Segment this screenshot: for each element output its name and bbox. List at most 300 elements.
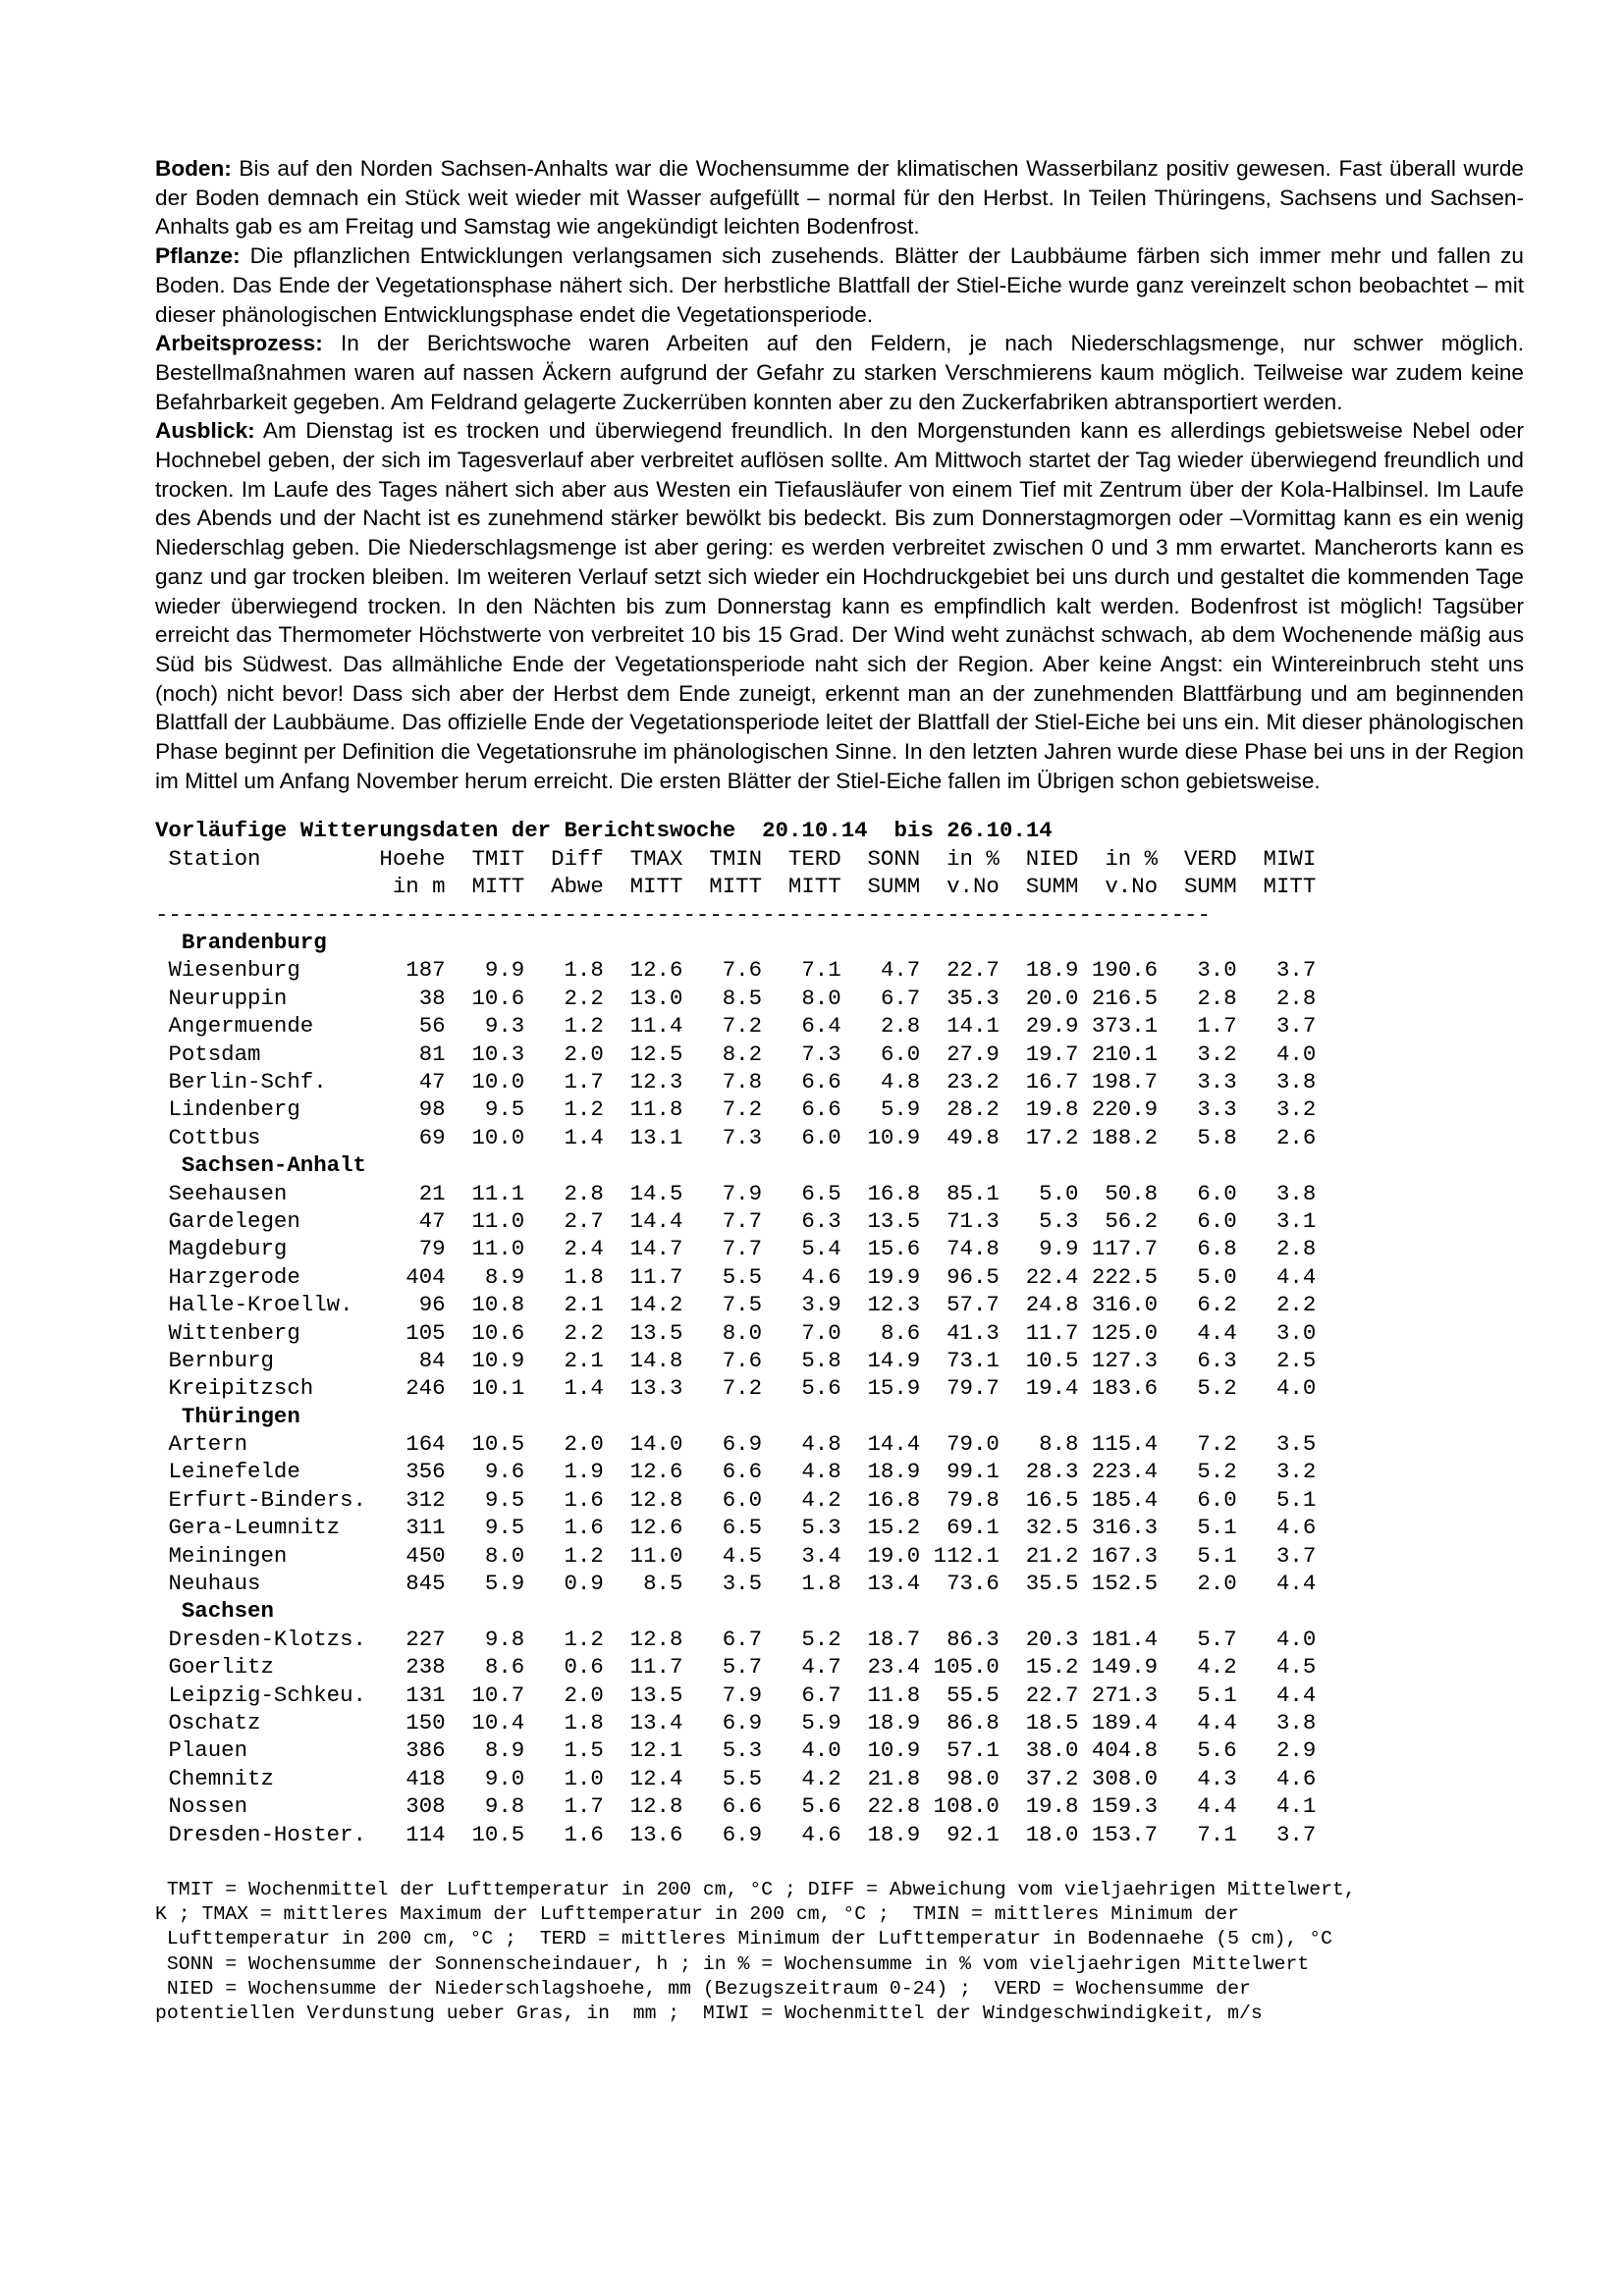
table-row <box>155 1068 1524 1095</box>
table-cell: 3.0 <box>1275 1319 1317 1346</box>
table-cell: 114 <box>406 1821 446 1847</box>
table-row <box>155 1709 1524 1736</box>
column-header: MIWI <box>1263 845 1317 872</box>
table-cell: 6.0 <box>1197 1180 1237 1206</box>
table-cell: 404.8 <box>1091 1737 1159 1764</box>
table-cell: 4.3 <box>1197 1765 1237 1791</box>
table-cell: 9.5 <box>484 1486 525 1513</box>
table-cell: 8.9 <box>484 1263 525 1290</box>
table-cell-station: Nossen <box>168 1793 248 1820</box>
table-cell: 1.7 <box>1197 1013 1237 1040</box>
table-legend <box>155 1878 1524 2026</box>
table-cell: 86.3 <box>947 1626 1000 1652</box>
table-row <box>155 1458 1524 1485</box>
region-name: Sachsen <box>181 1598 274 1625</box>
table-row <box>155 956 1524 984</box>
table-cell: 3.2 <box>1197 1041 1237 1067</box>
table-cell: 5.3 <box>1039 1207 1079 1234</box>
table-cell: 56 <box>418 1013 446 1040</box>
table-cell: 3.0 <box>1197 957 1237 984</box>
table-cell: 187 <box>406 957 446 984</box>
table-cell: 1.2 <box>564 1542 604 1569</box>
table-cell: 6.5 <box>722 1515 763 1541</box>
table-cell: 6.6 <box>801 1068 841 1095</box>
table-cell: 125.0 <box>1091 1319 1159 1346</box>
table-cell: 105.0 <box>933 1654 1000 1681</box>
table-cell: 5.1 <box>1275 1486 1317 1513</box>
table-header-row <box>155 873 1524 900</box>
column-header: TMIN <box>709 845 763 872</box>
table-cell: 21 <box>418 1180 446 1206</box>
table-cell: 9.0 <box>484 1765 525 1791</box>
table-cell: 8.0 <box>801 985 841 1011</box>
table-cell: 10.3 <box>471 1041 525 1067</box>
column-subheader: MITT <box>787 874 841 900</box>
table-cell: 4.5 <box>1275 1654 1317 1681</box>
table-cell-station: Gera-Leumnitz <box>168 1515 341 1541</box>
table-cell: 4.8 <box>801 1459 841 1485</box>
table-cell: 7.3 <box>801 1041 841 1067</box>
table-cell: 6.0 <box>722 1486 763 1513</box>
table-cell: 18.9 <box>867 1709 921 1735</box>
table-cell: 47 <box>418 1068 446 1095</box>
table-cell: 3.7 <box>1275 1821 1317 1847</box>
paragraph-label: Ausblick: <box>155 418 255 444</box>
table-cell: 6.9 <box>722 1431 763 1458</box>
table-cell: 127.3 <box>1091 1347 1159 1373</box>
table-cell: 311 <box>406 1515 446 1541</box>
table-cell: 12.5 <box>629 1041 683 1067</box>
table-cell: 5.6 <box>801 1793 841 1820</box>
table-cell: 6.6 <box>722 1459 763 1485</box>
table-cell: 27.9 <box>947 1041 1000 1067</box>
table-cell: 0.9 <box>564 1571 604 1597</box>
table-cell: 14.9 <box>867 1347 921 1373</box>
table-cell: 99.1 <box>947 1459 1000 1485</box>
table-cell: 150 <box>406 1709 446 1735</box>
table-cell: 10.4 <box>471 1709 525 1735</box>
table-cell: 6.7 <box>880 985 921 1011</box>
table-cell: 3.3 <box>1197 1068 1237 1095</box>
table-row <box>155 1319 1524 1347</box>
table-cell-station: Cottbus <box>168 1124 261 1150</box>
table-cell: 69 <box>418 1124 446 1150</box>
table-cell-station: Leinefelde <box>168 1459 300 1485</box>
column-subheader: MITT <box>709 874 763 900</box>
table-cell: 79.7 <box>947 1375 1000 1402</box>
table-cell: 105 <box>406 1319 446 1346</box>
table-cell: 1.6 <box>564 1821 604 1847</box>
column-subheader: SUMM <box>1025 874 1079 900</box>
table-cell: 2.1 <box>564 1347 604 1373</box>
table-cell-station: Magdeburg <box>168 1236 288 1262</box>
table-cell: 216.5 <box>1091 985 1159 1011</box>
table-cell: 4.8 <box>801 1431 841 1458</box>
table-cell: 7.2 <box>1197 1431 1237 1458</box>
table-cell: 316.0 <box>1091 1292 1159 1318</box>
table-cell: 2.8 <box>880 1013 921 1040</box>
table-cell: 47 <box>418 1207 446 1234</box>
table-cell: 2.0 <box>564 1682 604 1708</box>
table-cell: 11.7 <box>1025 1319 1079 1346</box>
legend-line: K ; TMAX = mittleres Maximum der Lufttemperatur in 200 cm, °C ; TMIN = mittleres Minimum der <box>155 1903 1239 1926</box>
table-cell: 5.3 <box>722 1737 763 1764</box>
table-cell: 2.2 <box>564 1319 604 1346</box>
table-cell: 5.3 <box>801 1515 841 1541</box>
table-cell: 223.4 <box>1091 1459 1159 1485</box>
table-row <box>155 1821 1524 1848</box>
table-cell: 37.2 <box>1025 1765 1079 1791</box>
table-cell: 6.5 <box>801 1180 841 1206</box>
table-cell: 1.8 <box>564 1263 604 1290</box>
table-cell: 845 <box>406 1571 446 1597</box>
column-subheader: MITT <box>471 874 525 900</box>
region-heading <box>155 929 1524 956</box>
table-cell: 10.0 <box>471 1068 525 1095</box>
table-cell: 1.2 <box>564 1096 604 1123</box>
table-cell: 10.0 <box>471 1124 525 1150</box>
table-cell: 5.8 <box>1197 1124 1237 1150</box>
table-cell: 4.4 <box>1197 1709 1237 1735</box>
table-cell: 117.7 <box>1091 1236 1159 1262</box>
column-header: Diff <box>551 845 604 872</box>
table-cell: 4.2 <box>801 1486 841 1513</box>
table-cell: 312 <box>406 1486 446 1513</box>
table-cell: 2.8 <box>564 1180 604 1206</box>
table-cell: 11.0 <box>471 1236 525 1262</box>
table-cell: 308 <box>406 1793 446 1820</box>
table-cell-station: Dresden-Hoster. <box>168 1821 366 1847</box>
table-cell: 6.0 <box>880 1041 921 1067</box>
table-cell: 11.0 <box>629 1542 683 1569</box>
table-cell: 1.2 <box>564 1626 604 1652</box>
table-cell: 16.8 <box>867 1180 921 1206</box>
region-name: Brandenburg <box>181 930 327 956</box>
table-cell: 271.3 <box>1091 1682 1159 1708</box>
table-cell: 21.8 <box>867 1765 921 1791</box>
table-cell: 6.9 <box>722 1709 763 1735</box>
table-cell: 96 <box>418 1292 446 1318</box>
table-cell-station: Harzgerode <box>168 1263 300 1290</box>
table-cell: 4.5 <box>722 1542 763 1569</box>
table-cell: 9.8 <box>484 1793 525 1820</box>
table-cell: 189.4 <box>1091 1709 1159 1735</box>
table-cell-station: Potsdam <box>168 1041 261 1067</box>
table-cell: 2.8 <box>1197 985 1237 1011</box>
table-cell: 3.5 <box>722 1571 763 1597</box>
table-cell: 4.6 <box>1275 1515 1317 1541</box>
table-cell: 10.6 <box>471 1319 525 1346</box>
table-cell: 4.0 <box>801 1737 841 1764</box>
table-cell: 20.3 <box>1025 1626 1079 1652</box>
table-cell: 11.8 <box>629 1096 683 1123</box>
table-cell: 10.6 <box>471 985 525 1011</box>
table-cell: 15.2 <box>1025 1654 1079 1681</box>
table-cell: 1.6 <box>564 1515 604 1541</box>
table-cell: 73.1 <box>947 1347 1000 1373</box>
table-cell: 3.2 <box>1275 1096 1317 1123</box>
table-cell: 16.7 <box>1025 1068 1079 1095</box>
table-cell: 11.4 <box>629 1013 683 1040</box>
table-cell: 4.6 <box>801 1821 841 1847</box>
table-cell: 3.2 <box>1275 1459 1317 1485</box>
table-cell: 2.8 <box>1275 1236 1317 1262</box>
table-cell: 152.5 <box>1091 1571 1159 1597</box>
table-cell: 373.1 <box>1091 1013 1159 1040</box>
table-cell-station: Angermuende <box>168 1013 314 1040</box>
table-cell: 8.2 <box>722 1041 763 1067</box>
table-cell: 11.7 <box>629 1263 683 1290</box>
table-cell: 35.3 <box>947 985 1000 1011</box>
table-cell: 10.9 <box>471 1347 525 1373</box>
table-body <box>155 845 1524 1848</box>
column-subheader: in m <box>392 874 446 900</box>
table-cell: 15.6 <box>867 1236 921 1262</box>
table-cell: 183.6 <box>1091 1375 1159 1402</box>
table-cell: 18.7 <box>867 1626 921 1652</box>
table-row <box>155 1012 1524 1040</box>
table-cell: 22.7 <box>1025 1682 1079 1708</box>
table-cell: 9.6 <box>484 1459 525 1485</box>
table-cell: 0.6 <box>564 1654 604 1681</box>
table-cell: 8.6 <box>484 1654 525 1681</box>
table-cell: 32.5 <box>1025 1515 1079 1541</box>
column-subheader: SUMM <box>867 874 921 900</box>
table-cell: 4.0 <box>1275 1626 1317 1652</box>
table-row <box>155 1514 1524 1541</box>
table-cell: 13.5 <box>629 1682 683 1708</box>
column-header: Hoehe <box>379 845 446 872</box>
table-cell: 3.7 <box>1275 1542 1317 1569</box>
table-cell: 6.8 <box>1197 1236 1237 1262</box>
table-cell: 185.4 <box>1091 1486 1159 1513</box>
table-cell: 8.9 <box>484 1737 525 1764</box>
table-cell: 19.4 <box>1025 1375 1079 1402</box>
table-cell: 9.3 <box>484 1013 525 1040</box>
table-cell: 14.0 <box>629 1431 683 1458</box>
table-cell-station: Neuhaus <box>168 1571 261 1597</box>
table-row <box>155 1041 1524 1068</box>
table-cell: 79 <box>418 1236 446 1262</box>
table-row <box>155 1570 1524 1597</box>
table-cell: 2.6 <box>1275 1124 1317 1150</box>
table-cell: 20.0 <box>1025 985 1079 1011</box>
table-cell: 6.3 <box>801 1207 841 1234</box>
table-cell: 11.1 <box>471 1180 525 1206</box>
table-cell: 14.4 <box>867 1431 921 1458</box>
table-cell: 6.3 <box>1197 1347 1237 1373</box>
table-cell: 13.3 <box>629 1375 683 1402</box>
table-cell: 2.4 <box>564 1236 604 1262</box>
table-cell: 12.8 <box>629 1793 683 1820</box>
table-cell: 57.1 <box>947 1737 1000 1764</box>
table-cell: 6.7 <box>801 1682 841 1708</box>
table-cell: 450 <box>406 1542 446 1569</box>
table-cell: 3.5 <box>1275 1431 1317 1458</box>
table-cell: 7.9 <box>722 1682 763 1708</box>
table-cell: 2.7 <box>564 1207 604 1234</box>
region-heading <box>155 1597 1524 1625</box>
table-cell: 15.2 <box>867 1515 921 1541</box>
table-cell: 404 <box>406 1263 446 1290</box>
column-subheader: MITT <box>1263 874 1317 900</box>
table-cell: 9.9 <box>484 957 525 984</box>
table-cell: 57.7 <box>947 1292 1000 1318</box>
table-cell: 18.5 <box>1025 1709 1079 1735</box>
table-cell: 71.3 <box>947 1207 1000 1234</box>
table-cell: 3.8 <box>1275 1180 1317 1206</box>
table-cell: 6.9 <box>722 1821 763 1847</box>
table-cell: 10.5 <box>471 1431 525 1458</box>
table-cell: 12.4 <box>629 1765 683 1791</box>
table-cell: 5.8 <box>801 1347 841 1373</box>
paragraph-label: Pflanze: <box>155 243 241 269</box>
table-cell: 6.6 <box>801 1096 841 1123</box>
table-cell: 8.0 <box>484 1542 525 1569</box>
table-cell: 2.2 <box>1275 1292 1317 1318</box>
table-cell: 5.9 <box>801 1709 841 1735</box>
table-cell: 84 <box>418 1347 446 1373</box>
table-cell: 4.6 <box>1275 1765 1317 1791</box>
table-cell-station: Kreipitzsch <box>168 1375 314 1402</box>
table-cell: 18.0 <box>1025 1821 1079 1847</box>
table-cell: 14.5 <box>629 1180 683 1206</box>
table-cell: 115.4 <box>1091 1431 1159 1458</box>
table-cell: 9.5 <box>484 1515 525 1541</box>
table-cell: 10.9 <box>867 1737 921 1764</box>
table-cell: 5.4 <box>801 1236 841 1262</box>
column-header: VERD <box>1183 845 1237 872</box>
table-cell-station: Gardelegen <box>168 1207 300 1234</box>
table-cell-station: Berlin-Schf. <box>168 1068 327 1095</box>
table-row <box>155 1486 1524 1514</box>
table-cell: 10.7 <box>471 1682 525 1708</box>
table-row <box>155 1542 1524 1570</box>
legend-line: SONN = Wochensumme der Sonnenscheindauer, h ; in % = Wochensumme in % vom vieljaehrigen Mittelwert <box>155 1952 1310 1975</box>
column-subheader: v.No <box>947 874 1000 900</box>
table-cell: 5.6 <box>801 1375 841 1402</box>
table-cell: 4.0 <box>1275 1041 1317 1067</box>
table-cell: 23.2 <box>947 1068 1000 1095</box>
table-cell: 13.0 <box>629 985 683 1011</box>
table-cell: 2.5 <box>1275 1347 1317 1373</box>
table-row <box>155 1291 1524 1318</box>
table-cell: 18.9 <box>867 1459 921 1485</box>
table-row <box>155 1792 1524 1820</box>
table-cell: 316.3 <box>1091 1515 1159 1541</box>
table-cell: 5.7 <box>722 1654 763 1681</box>
table-cell: 5.9 <box>484 1571 525 1597</box>
paragraph-boden <box>155 154 1524 241</box>
table-cell: 79.8 <box>947 1486 1000 1513</box>
table-cell: 6.0 <box>1197 1486 1237 1513</box>
table-cell: 3.7 <box>1275 1013 1317 1040</box>
table-cell: 7.9 <box>722 1180 763 1206</box>
table-row <box>155 1263 1524 1291</box>
table-cell: 21.2 <box>1025 1542 1079 1569</box>
table-cell: 386 <box>406 1737 446 1764</box>
region-heading <box>155 1403 1524 1430</box>
paragraph-arbeitsprozess <box>155 329 1524 416</box>
table-cell: 12.6 <box>629 957 683 984</box>
table-cell: 5.2 <box>1197 1459 1237 1485</box>
column-header: NIED <box>1025 845 1079 872</box>
table-cell: 19.8 <box>1025 1096 1079 1123</box>
table-cell: 28.2 <box>947 1096 1000 1123</box>
table-cell-station: Erfurt-Binders. <box>168 1486 366 1513</box>
table-row <box>155 1207 1524 1235</box>
column-subheader: MITT <box>629 874 683 900</box>
table-cell: 6.0 <box>801 1124 841 1150</box>
table-cell: 188.2 <box>1091 1124 1159 1150</box>
table-cell: 8.0 <box>722 1319 763 1346</box>
table-cell: 4.4 <box>1197 1319 1237 1346</box>
region-name: Sachsen-Anhalt <box>181 1152 366 1179</box>
table-cell: 73.6 <box>947 1571 1000 1597</box>
table-cell: 108.0 <box>933 1793 1000 1820</box>
table-cell: 6.2 <box>1197 1292 1237 1318</box>
table-cell: 12.8 <box>629 1486 683 1513</box>
table-cell: 12.6 <box>629 1459 683 1485</box>
legend-line: TMIT = Wochenmittel der Lufttemperatur in 200 cm, °C ; DIFF = Abweichung vom vieljaehrigen Mittelwert, <box>155 1878 1356 1900</box>
table-row <box>155 985 1524 1012</box>
table-cell: 1.4 <box>564 1375 604 1402</box>
table-cell: 7.2 <box>722 1013 763 1040</box>
table-cell: 5.1 <box>1197 1682 1237 1708</box>
region-name: Thüringen <box>181 1403 300 1429</box>
column-subheader: v.No <box>1105 874 1159 900</box>
table-cell: 10.9 <box>867 1124 921 1150</box>
table-cell: 22.4 <box>1025 1263 1079 1290</box>
paragraph-label: Boden: <box>155 156 232 181</box>
table-cell: 1.7 <box>564 1793 604 1820</box>
table-cell: 13.4 <box>867 1571 921 1597</box>
table-cell: 12.8 <box>629 1626 683 1652</box>
table-cell: 7.8 <box>722 1068 763 1095</box>
column-header: TERD <box>787 845 841 872</box>
table-cell: 69.1 <box>947 1515 1000 1541</box>
table-cell: 4.6 <box>801 1263 841 1290</box>
table-cell: 5.2 <box>801 1626 841 1652</box>
table-cell: 16.8 <box>867 1486 921 1513</box>
table-cell: 10.1 <box>471 1375 525 1402</box>
table-cell: 8.5 <box>643 1571 683 1597</box>
table-cell: 12.3 <box>629 1068 683 1095</box>
weather-data-table <box>155 817 1524 1847</box>
table-cell: 7.0 <box>801 1319 841 1346</box>
table-row <box>155 1682 1524 1709</box>
table-cell: 222.5 <box>1091 1263 1159 1290</box>
region-heading <box>155 1151 1524 1179</box>
column-subheader: SUMM <box>1183 874 1237 900</box>
table-cell: 10.5 <box>471 1821 525 1847</box>
table-cell: 14.4 <box>629 1207 683 1234</box>
table-cell: 86.8 <box>947 1709 1000 1735</box>
table-cell-station: Wittenberg <box>168 1319 300 1346</box>
table-cell: 167.3 <box>1091 1542 1159 1569</box>
table-cell: 6.4 <box>801 1013 841 1040</box>
table-cell: 3.1 <box>1275 1207 1317 1234</box>
table-cell: 220.9 <box>1091 1096 1159 1123</box>
table-cell: 15.9 <box>867 1375 921 1402</box>
table-cell: 14.1 <box>947 1013 1000 1040</box>
table-cell: 49.8 <box>947 1124 1000 1150</box>
table-cell: 5.5 <box>722 1765 763 1791</box>
table-cell: 4.2 <box>1197 1654 1237 1681</box>
table-cell: 29.9 <box>1025 1013 1079 1040</box>
paragraph-ausblick <box>155 416 1524 795</box>
table-cell: 98.0 <box>947 1765 1000 1791</box>
